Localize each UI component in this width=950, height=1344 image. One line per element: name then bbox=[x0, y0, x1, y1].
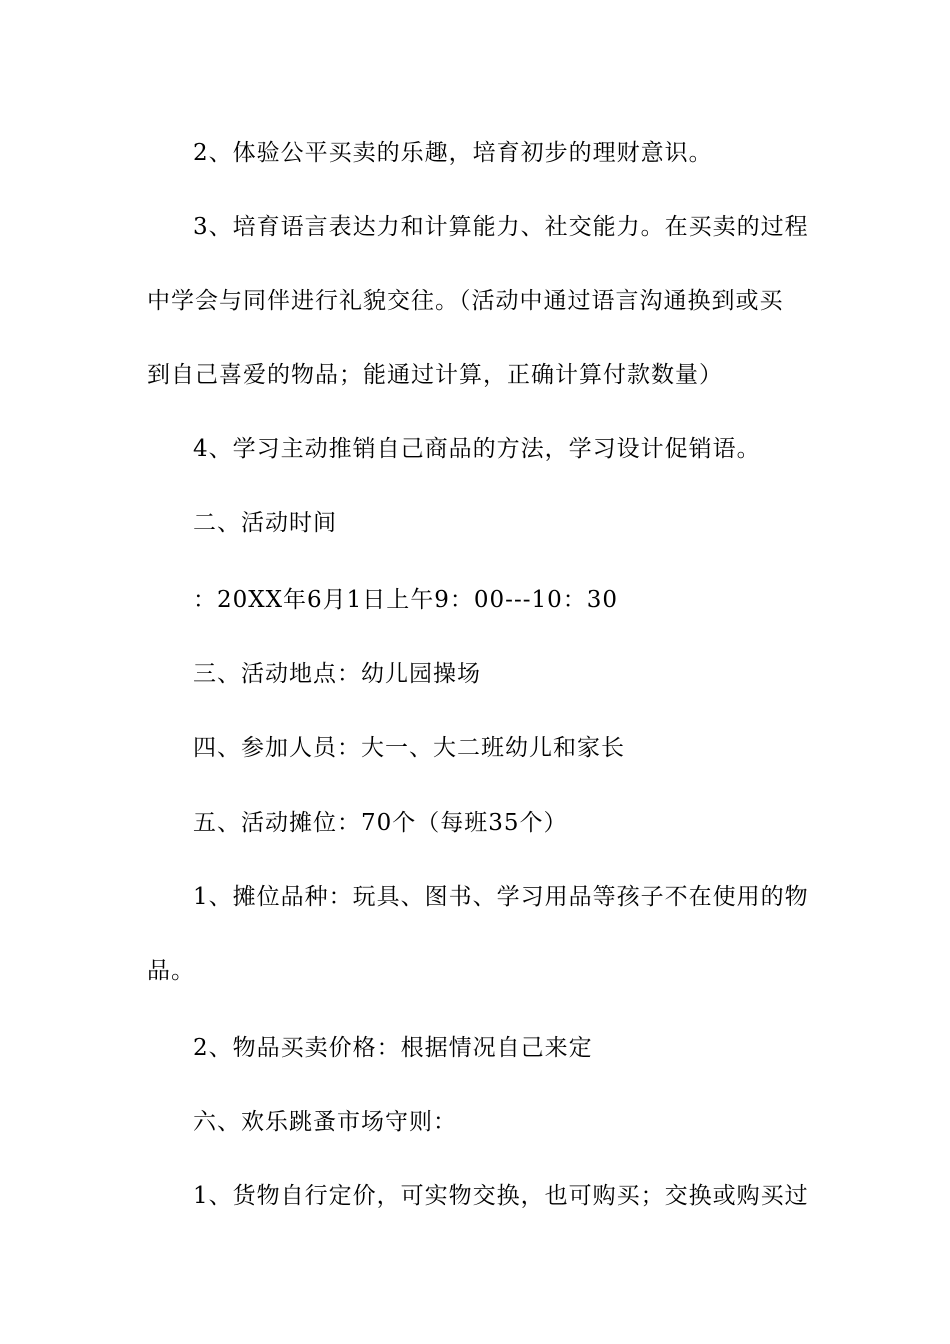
section-heading-booths: 五、活动摊位：70个（每班35个） bbox=[193, 810, 568, 836]
rule-item-1: 1、货物自行定价，可实物交换，也可购买；交换或购买过 bbox=[193, 1183, 809, 1209]
paragraph-goal-2: 2、体验公平买卖的乐趣，培育初步的理财意识。 bbox=[193, 140, 713, 166]
activity-time-value: ：20XX年6月1日上午9：00---10：30 bbox=[193, 587, 619, 613]
paragraph-goal-3-line-2: 中学会与同伴进行礼貌交往。（活动中通过语言沟通换到或买 bbox=[147, 288, 784, 314]
section-heading-location: 三、活动地点：幼儿园操场 bbox=[193, 661, 481, 687]
paragraph-goal-3-line-3: 到自己喜爱的物品；能通过计算，正确计算付款数量） bbox=[147, 362, 723, 388]
paragraph-goal-3-line-1: 3、培育语言表达力和计算能力、社交能力。在买卖的过程 bbox=[193, 214, 809, 240]
paragraph-goal-4: 4、学习主动推销自己商品的方法，学习设计促销语。 bbox=[193, 436, 761, 462]
booth-item-1-line-1: 1、摊位品种：玩具、图书、学习用品等孩子不在使用的物 bbox=[193, 884, 809, 910]
booth-item-1-line-2: 品。 bbox=[147, 958, 195, 984]
section-heading-participants: 四、参加人员：大一、大二班幼儿和家长 bbox=[193, 735, 625, 761]
section-heading-rules: 六、欢乐跳蚤市场守则： bbox=[193, 1109, 457, 1135]
section-heading-time: 二、活动时间 bbox=[193, 510, 337, 536]
booth-item-2: 2、物品买卖价格：根据情况自己来定 bbox=[193, 1035, 593, 1061]
